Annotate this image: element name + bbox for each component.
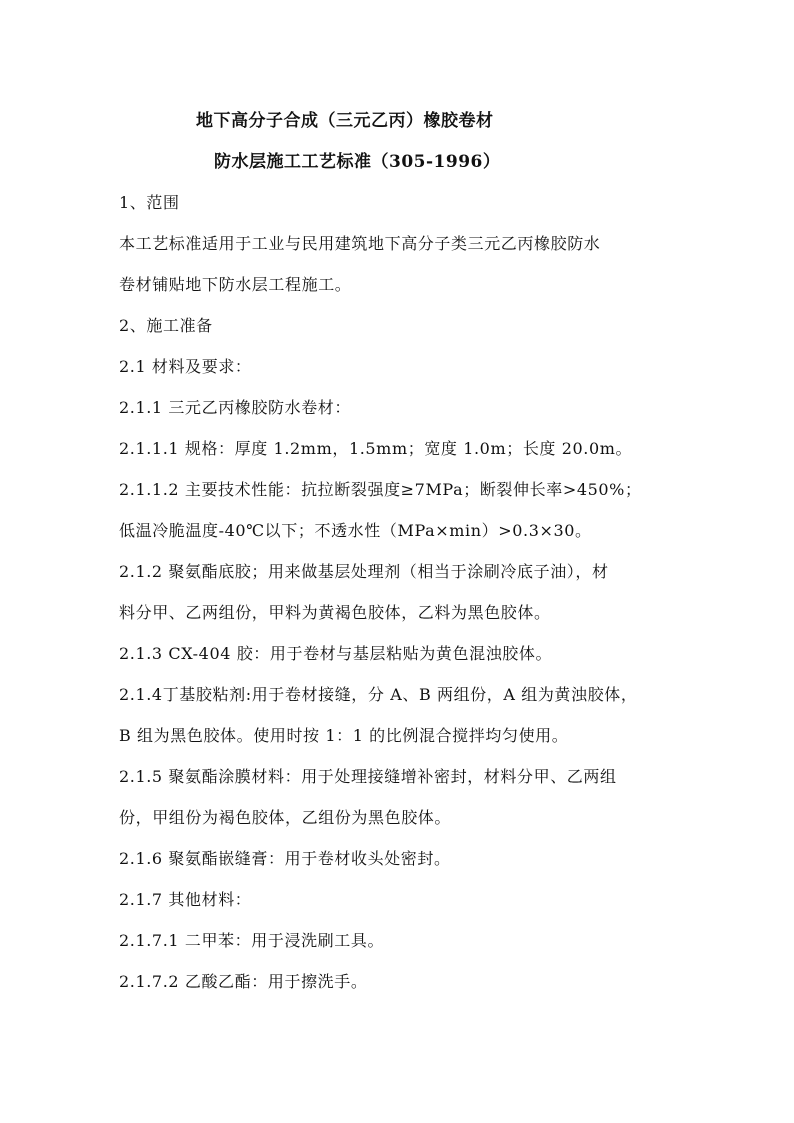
paragraph-line: 2.1.4丁基胶粘剂:用于卷材接缝，分 A、B 两组份，A 组为黄浊胶体， [119,685,638,704]
subsection-heading: 2.1.1 三元乙丙橡胶防水卷材： [119,398,351,417]
paragraph-line: 料分甲、乙两组份，甲料为黄褐色胶体，乙料为黑色胶体。 [119,603,551,622]
paragraph-line: 2.1.5 聚氨酯涂膜材料：用于处理接缝增补密封，材料分甲、乙两组 [119,767,617,786]
paragraph-line: 2.1.7.1 二甲苯：用于浸洗刷工具。 [119,931,385,950]
paragraph-line: 2.1.1.1 规格：厚度 1.2mm，1.5mm；宽度 1.0m；长度 20.0m。 [119,439,633,458]
paragraph-line: 低温冷脆温度-40℃以下；不透水性（MPa×min）>0.3×30。 [119,521,592,540]
section-heading-preparation: 2、施工准备 [119,316,213,335]
paragraph-line: 2.1.2 聚氨酯底胶；用来做基层处理剂（相当于涂刷冷底子油），材 [119,562,609,581]
document-title-line-2: 防水层施工工艺标准（305-1996） [214,152,501,172]
document-title-line-1: 地下高分子合成（三元乙丙）橡胶卷材 [196,111,494,131]
paragraph-line: 2.1.3 CX-404 胶：用于卷材与基层粘贴为黄色混浊胶体。 [119,644,553,663]
paragraph-line: 份，甲组份为褐色胶体，乙组份为黑色胶体。 [119,808,452,827]
subsection-heading: 2.1 材料及要求： [119,357,252,376]
paragraph-line: 2.1.7.2 乙酸乙酯：用于擦洗手。 [119,972,368,991]
paragraph-line: 卷材铺贴地下防水层工程施工。 [119,275,352,294]
subsection-heading: 2.1.7 其他材料： [119,890,252,909]
section-heading-scope: 1、范围 [119,193,180,212]
paragraph-line: 2.1.1.2 主要技术性能：抗拉断裂强度≥7MPa；断裂伸长率>450%； [119,480,642,499]
paragraph-line: B 组为黑色胶体。使用时按 1：1 的比例混合搅拌均匀使用。 [119,726,569,745]
paragraph-line: 2.1.6 聚氨酯嵌缝膏：用于卷材收头处密封。 [119,849,451,868]
paragraph-line: 本工艺标准适用于工业与民用建筑地下高分子类三元乙丙橡胶防水 [119,234,601,253]
